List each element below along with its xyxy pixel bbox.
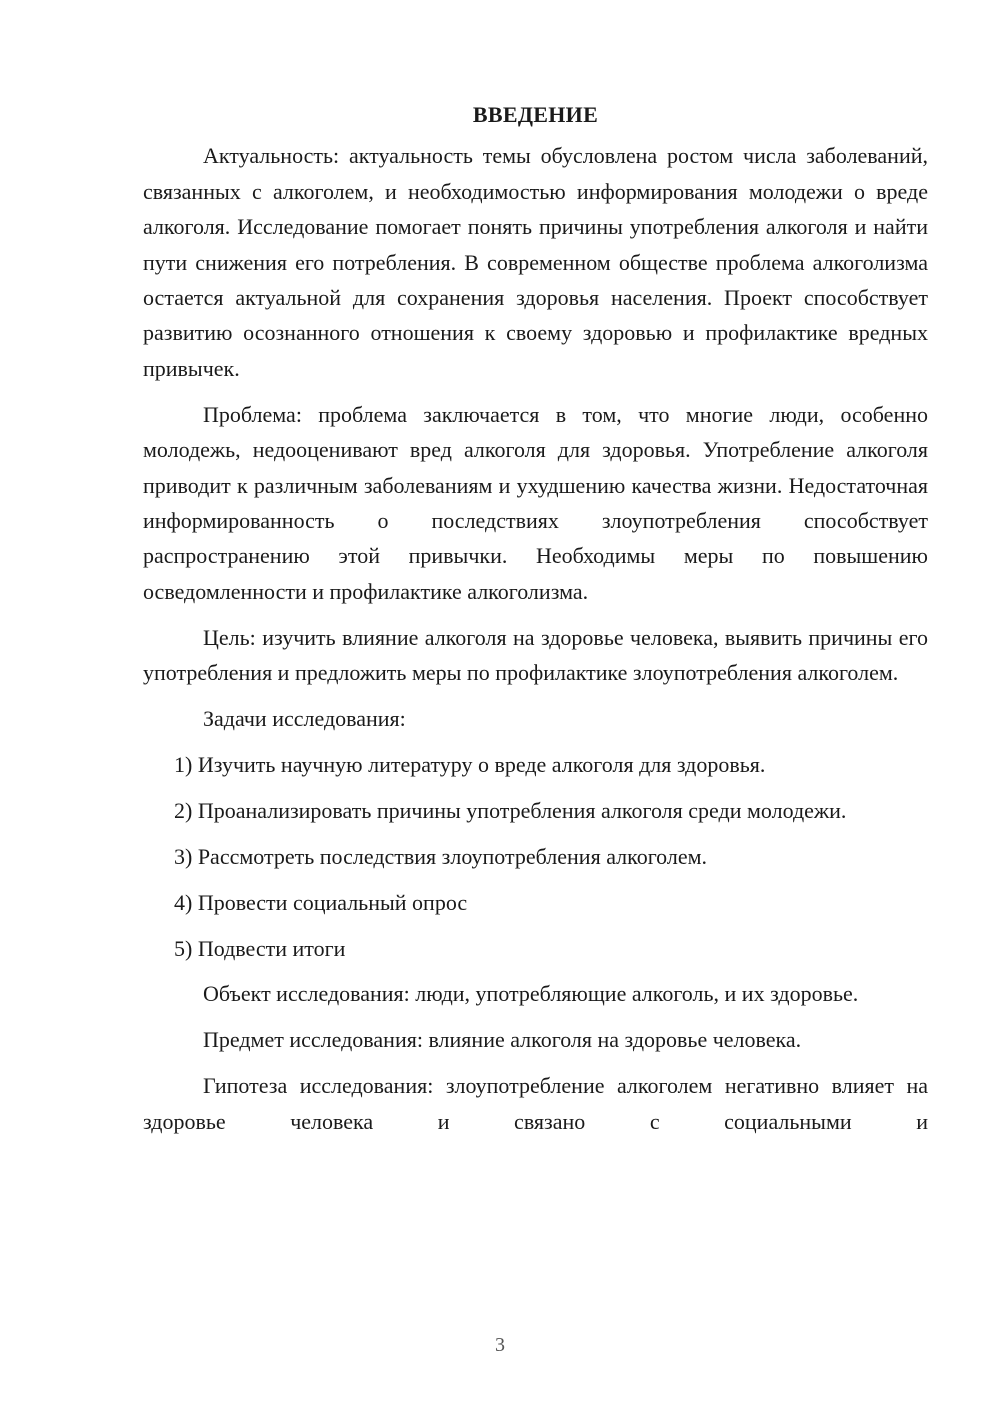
object-paragraph: Объект исследования: люди, употребляющие алкоголь, и их здоровье. bbox=[203, 981, 859, 1007]
task-item: 1) Изучить научную литературу о вреде алкоголя для здоровья. bbox=[174, 751, 766, 777]
tasks-heading: Задачи исследования: bbox=[203, 706, 406, 731]
task-item: 2) Проанализировать причины употребления алкоголя среди молодежи. bbox=[174, 797, 847, 823]
section-title: ВВЕДЕНИЕ bbox=[472, 102, 599, 127]
page-content bbox=[143, 97, 928, 1150]
task-item: 5) Подвести итоги bbox=[174, 935, 346, 961]
goal-paragraph: Цель: изучить влияние алкоголя на здоровье человека, выявить причины его употребления и предложить меры по профилактике злоупотребления алкоголем. bbox=[143, 624, 928, 686]
hypothesis-paragraph: Гипотеза исследования: злоупотребление алкоголем негативно влияет на здоровье человека и связано с социальными и bbox=[143, 1073, 928, 1134]
relevance-paragraph: Актуальность: актуальность темы обусловлена ростом числа заболеваний, связанных с алкоголем, и необходимостью информирования молодежи о вреде алкоголя. Исследование помогает понять причины употребления алкоголя и найти пути снижения его потребления. В современном обществе проблема алкоголизма остается актуальной для сохранения здоровья населения. Проект способствует развитию осознанного отношения к своему здоровью и профилактике вредных привычек. bbox=[143, 143, 928, 381]
problem-paragraph: Проблема: проблема заключается в том, что многие люди, особенно молодежь, недооценивают вред алкоголя для здоровья. Употребление алкоголя приводит к различным заболеваниям и ухудшению качества жизни. Недостаточная информированность о последствиях злоупотребления способствует распространению этой привычки. Необходимы меры по повышению осведомленности и профилактике алкоголизма. bbox=[143, 401, 928, 604]
task-item: 4) Провести социальный опрос bbox=[174, 889, 468, 915]
page-number: 3 bbox=[495, 1334, 505, 1356]
subject-paragraph: Предмет исследования: влияние алкоголя на здоровье человека. bbox=[203, 1027, 802, 1053]
tasks-list bbox=[143, 747, 928, 966]
task-item: 3) Рассмотреть последствия злоупотребления алкоголем. bbox=[174, 843, 708, 869]
